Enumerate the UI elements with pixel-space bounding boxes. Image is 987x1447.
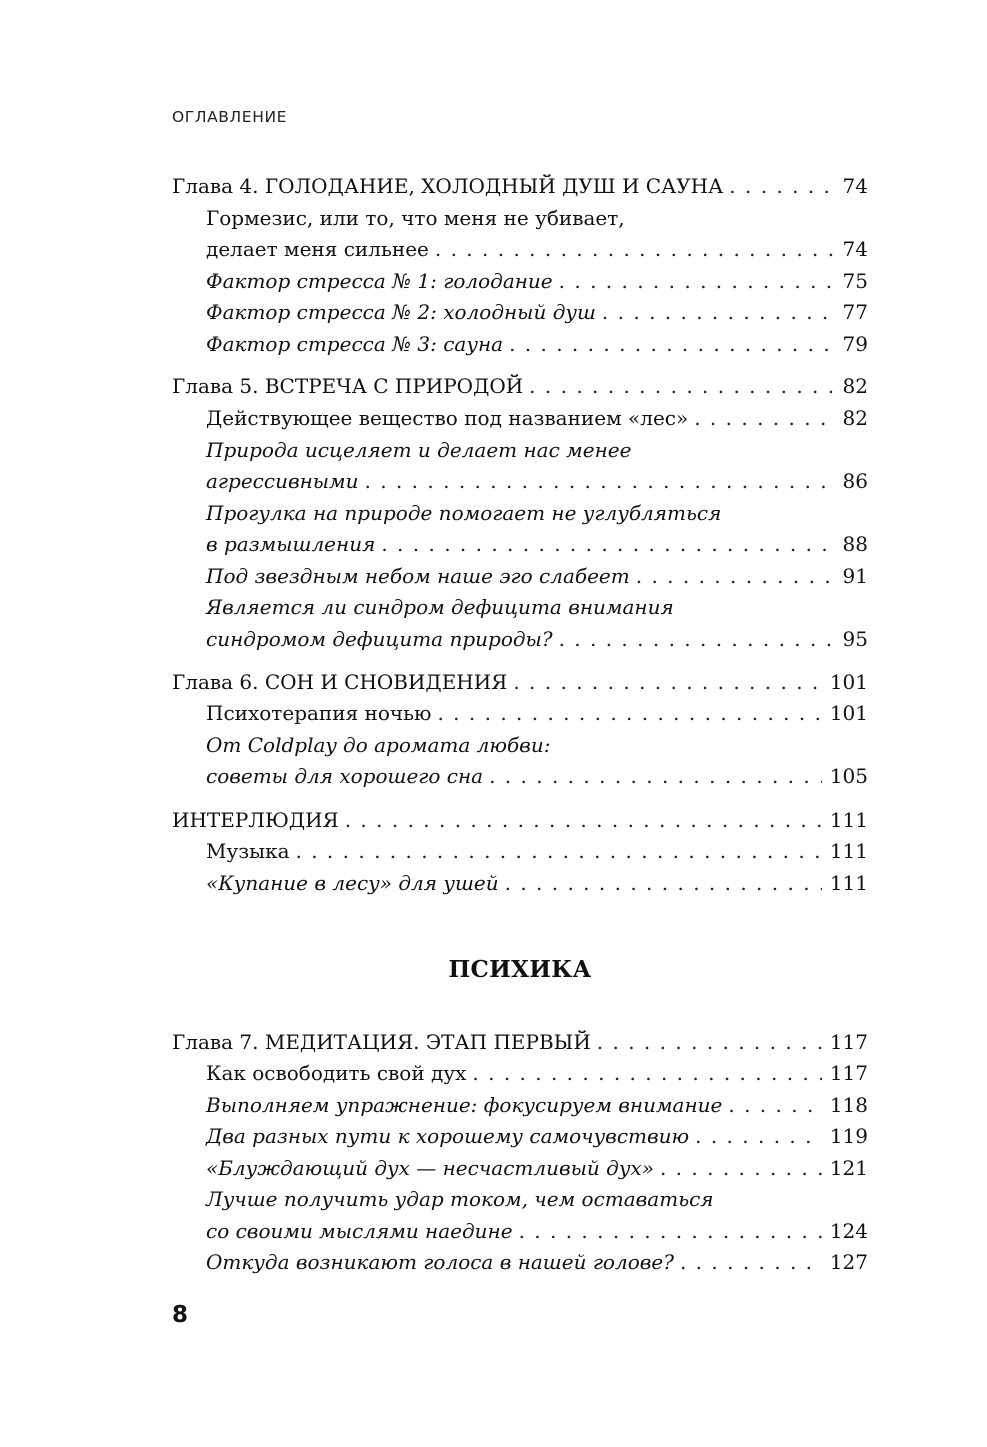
toc-page: 101 xyxy=(829,670,868,694)
dot-leader xyxy=(559,623,835,655)
toc-title: Фактор стресса № 1: голодание xyxy=(206,269,553,293)
section-title: ПСИХИКА xyxy=(448,956,592,983)
toc-title: ИНТЕРЛЮДИЯ xyxy=(172,808,339,832)
toc-page: 82 xyxy=(842,406,868,430)
page-number: 8 xyxy=(172,1302,189,1328)
toc-page: 105 xyxy=(829,764,868,788)
toc-entry[interactable] xyxy=(206,296,868,328)
toc-title: Откуда возникают голоса в нашей голове? xyxy=(206,1250,674,1274)
toc-title: Глава 6. СОН И СНОВИДЕНИЯ xyxy=(172,670,508,694)
toc-title: Гормезис, или то, что меня не убивает, xyxy=(206,206,625,230)
toc-title: Фактор стресса № 3: сауна xyxy=(206,332,504,356)
dot-leader xyxy=(505,867,822,899)
toc-title: Как освободить свой дух xyxy=(206,1061,467,1085)
toc-page: 74 xyxy=(842,174,868,198)
toc-page: 91 xyxy=(842,564,868,588)
toc-title: «Купание в лесу» для ушей xyxy=(206,871,499,895)
toc-title: Музыка xyxy=(206,839,290,863)
toc-page: 95 xyxy=(842,627,868,651)
toc-title: со своими мыслями наедине xyxy=(206,1219,513,1243)
toc-title: советы для хорошего сна xyxy=(206,764,484,788)
dot-leader xyxy=(519,1215,822,1247)
dot-leader xyxy=(345,804,822,836)
toc-title: Действующее вещество под названием «лес» xyxy=(206,406,689,430)
toc-page: 74 xyxy=(842,237,868,261)
dot-leader xyxy=(559,265,835,297)
toc-entry[interactable] xyxy=(206,623,868,655)
toc-entry[interactable] xyxy=(206,560,868,592)
dot-leader xyxy=(435,233,835,265)
dot-leader xyxy=(529,370,834,402)
toc-entry[interactable] xyxy=(206,760,868,792)
dot-leader xyxy=(296,835,822,867)
toc-chapter-5[interactable] xyxy=(172,370,868,402)
toc-entry[interactable] xyxy=(206,729,868,761)
toc-entry[interactable] xyxy=(206,402,868,434)
toc-page: 119 xyxy=(829,1124,868,1148)
toc-title: Глава 7. МЕДИТАЦИЯ. ЭТАП ПЕРВЫЙ xyxy=(172,1030,591,1054)
toc-entry[interactable] xyxy=(206,202,868,234)
toc-chapter-7[interactable] xyxy=(172,1026,868,1058)
toc-page: 121 xyxy=(829,1156,868,1180)
toc-title: Глава 5. ВСТРЕЧА С ПРИРОДОЙ xyxy=(172,374,524,398)
dot-leader xyxy=(381,528,834,560)
dot-leader xyxy=(728,1089,821,1121)
toc-title: в размышления xyxy=(206,532,376,556)
toc-title: Глава 4. ГОЛОДАНИЕ, ХОЛОДНЫЙ ДУШ И САУНА xyxy=(172,174,724,198)
toc-entry[interactable] xyxy=(206,1089,868,1121)
dot-leader xyxy=(472,1057,821,1089)
toc-entry[interactable] xyxy=(206,1215,868,1247)
dot-leader xyxy=(729,170,834,202)
dot-leader xyxy=(694,402,834,434)
toc-title: Два разных пути к хорошему самочувствию xyxy=(206,1124,690,1148)
toc-page: 88 xyxy=(842,532,868,556)
toc-entry[interactable] xyxy=(206,1120,868,1152)
toc-entry[interactable] xyxy=(206,867,868,899)
toc-page: 82 xyxy=(842,374,868,398)
toc-page: 111 xyxy=(829,839,868,863)
toc-page: 79 xyxy=(842,332,868,356)
dot-leader xyxy=(489,760,822,792)
toc-page: 86 xyxy=(842,469,868,493)
toc-entry[interactable] xyxy=(206,265,868,297)
toc-entry[interactable] xyxy=(206,1057,868,1089)
toc-interlude[interactable] xyxy=(172,804,868,836)
toc-page: 111 xyxy=(829,808,868,832)
toc-entry[interactable] xyxy=(206,465,868,497)
dot-leader xyxy=(437,697,821,729)
toc-title: «Блуждающий дух — несчастливый дух» xyxy=(206,1156,654,1180)
toc-title: делает меня сильнее xyxy=(206,237,429,261)
toc-title: Лучше получить удар током, чем оставаться xyxy=(206,1187,714,1211)
toc-page: 127 xyxy=(829,1250,868,1274)
dot-leader xyxy=(695,1120,822,1152)
toc-title: Природа исцеляет и делает нас менее xyxy=(206,438,632,462)
toc-title: агрессивными xyxy=(206,469,359,493)
toc-title: Психотерапия ночью xyxy=(206,701,432,725)
toc-entry[interactable] xyxy=(206,697,868,729)
dot-leader xyxy=(509,328,834,360)
toc-entry[interactable] xyxy=(206,1246,868,1278)
toc-entry[interactable] xyxy=(206,1152,868,1184)
toc-title: Прогулка на природе помогает не углубляться xyxy=(206,501,722,525)
dot-leader xyxy=(660,1152,822,1184)
toc-page: 117 xyxy=(829,1061,868,1085)
toc-entry[interactable] xyxy=(206,1183,868,1215)
toc-entry[interactable] xyxy=(206,233,868,265)
toc-title: От Coldplay до аромата любви: xyxy=(206,733,551,757)
toc-page: 124 xyxy=(829,1219,868,1243)
toc-page: 75 xyxy=(842,269,868,293)
toc-title: Является ли синдром дефицита внимания xyxy=(206,595,674,619)
toc-title: Под звездным небом наше эго слабеет xyxy=(206,564,630,588)
toc-page: 101 xyxy=(829,701,868,725)
dot-leader xyxy=(513,666,821,698)
toc-page: 118 xyxy=(829,1093,868,1117)
dot-leader xyxy=(365,465,835,497)
toc-page: 111 xyxy=(829,871,868,895)
toc-chapter-4[interactable] xyxy=(172,170,868,202)
toc-page: 117 xyxy=(829,1030,868,1054)
dot-leader xyxy=(636,560,835,592)
toc-entry[interactable] xyxy=(206,835,868,867)
toc-title: Выполняем упражнение: фокусируем внимание xyxy=(206,1093,723,1117)
dot-leader xyxy=(602,296,835,328)
toc-entry[interactable] xyxy=(206,591,868,623)
toc-entry[interactable] xyxy=(206,497,868,529)
toc-title: Фактор стресса № 2: холодный душ xyxy=(206,300,596,324)
toc-entry[interactable] xyxy=(206,434,868,466)
toc-entry[interactable] xyxy=(206,328,868,360)
toc-title: синдромом дефицита природы? xyxy=(206,627,553,651)
dot-leader xyxy=(680,1246,822,1278)
dot-leader xyxy=(597,1026,822,1058)
toc-entry[interactable] xyxy=(206,528,868,560)
toc-page: 77 xyxy=(842,300,868,324)
toc-chapter-6[interactable] xyxy=(172,666,868,698)
running-head: ОГЛАВЛЕНИЕ xyxy=(172,108,288,126)
